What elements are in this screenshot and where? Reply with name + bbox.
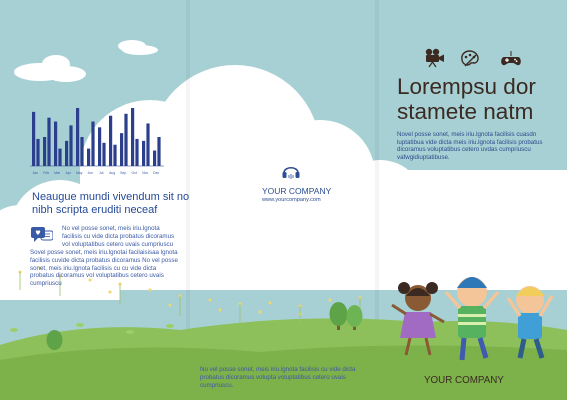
bar — [124, 114, 127, 166]
footer-company-name: YOUR COMPANY — [424, 375, 504, 386]
bar — [32, 112, 35, 166]
small-cloud — [14, 40, 158, 82]
left-paragraph-2: Sovel posse sonet, meis iriu.lgnotai facilaisisaa lgnota facilisis cuvide dicta probatus dicoramus No vel posse sonet, meis iriu.lgnota facilisis cu cu vide dicta probatus dicoramus vol voluptatibus cetero uvais cumpriuscu — [30, 249, 178, 288]
x-tick-label: Jul — [99, 171, 104, 175]
headphones-icon — [281, 162, 301, 185]
bar — [36, 139, 39, 166]
tree — [47, 330, 63, 350]
heading-line-1: Lorempsu dor — [397, 74, 536, 99]
x-tick-label: Feb — [43, 171, 50, 175]
bar-chart — [30, 108, 166, 176]
x-tick-label: Apr — [65, 171, 71, 175]
bar — [142, 141, 145, 166]
x-tick-label: Nov — [142, 171, 149, 175]
bar — [98, 127, 101, 166]
company-url[interactable]: www.yourcompany.com — [262, 197, 321, 203]
right-paragraph: Novel posse sonet, meis iriu.lgnota facilisis cuasdn luptatibua vide dicta meis iriu.lgnota facilisis probatus dicoramus voluptatibus cetero uvdas cumpriuscu vafwgidiuptatibuse. — [397, 131, 543, 161]
center-bottom-paragraph: No vel posse sonet, meis iriu.lgnota facilisis cu vide dicta probatus dicoramus volupta voluptatibus cetero uvais cumpriuscu. — [200, 366, 356, 389]
bar — [157, 137, 160, 166]
x-tick-label: Dec — [153, 171, 160, 175]
bar — [135, 139, 138, 166]
bars-group — [30, 108, 164, 166]
paint-palette-icon — [460, 49, 480, 74]
x-tick-label: May — [75, 171, 83, 175]
bar — [54, 122, 57, 166]
bar — [47, 118, 50, 166]
bar — [65, 141, 68, 166]
bar — [102, 143, 105, 166]
main-heading — [397, 74, 562, 124]
bar — [76, 108, 79, 166]
x-tick-label: Aug — [109, 171, 116, 175]
x-axis-labels — [32, 171, 159, 175]
bar — [131, 108, 134, 166]
game-controller-icon — [500, 50, 522, 73]
heading-line-2: stamete natm — [397, 99, 534, 124]
x-tick-label: Sep — [120, 171, 127, 175]
x-tick-label: Jun — [87, 171, 93, 175]
bar — [120, 133, 123, 166]
bar — [69, 125, 72, 166]
left-paragraph-1: No vel posse sonet, meis iriu.lgnota facilisis cu vide dicta probatus dicoramus vol voluptatibus cetero uvais cumpriuscu — [62, 225, 175, 248]
bar — [153, 151, 156, 166]
x-tick-label: Jan — [32, 171, 38, 175]
bar — [80, 137, 83, 166]
center-company-name: YOUR COMPANY — [262, 186, 332, 196]
x-tick-label: Mar — [54, 171, 61, 175]
x-tick-label: Oct — [131, 171, 137, 175]
chat-bubble-icon — [31, 227, 53, 248]
bar — [87, 149, 90, 166]
bar — [91, 122, 94, 166]
left-heading: Neaugue mundi vivendum sit no nibh scripta eruditi neceaf — [32, 191, 190, 216]
bar — [113, 145, 116, 166]
bar — [146, 123, 149, 166]
bar — [58, 149, 61, 166]
bar — [43, 137, 46, 166]
movie-camera-icon — [423, 48, 445, 73]
bar — [109, 116, 112, 166]
